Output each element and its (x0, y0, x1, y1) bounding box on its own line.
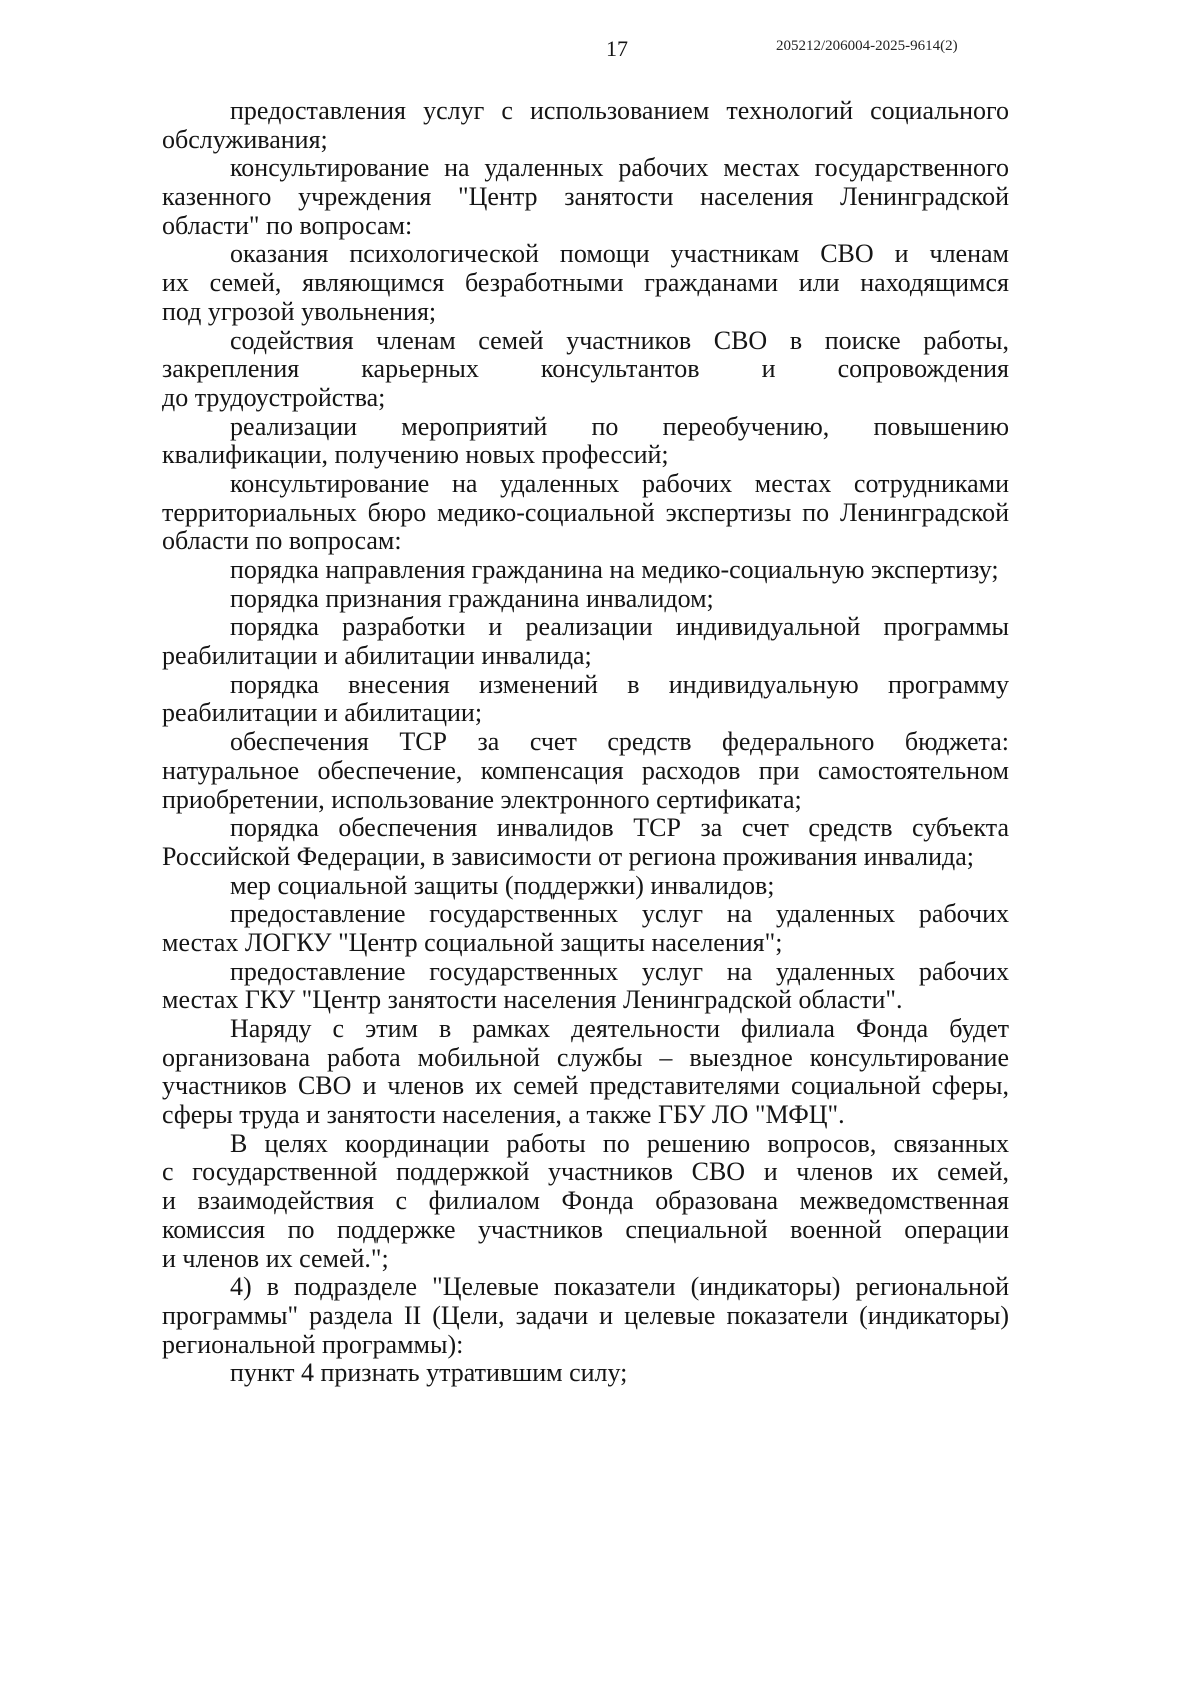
text-line: и взаимодействия с филиалом Фонда образована межведомственная (162, 1186, 1009, 1216)
text-line: пункт 4 признать утратившим силу; (230, 1358, 628, 1388)
page-number: 17 (606, 36, 628, 61)
text-line: местах ГКУ "Центр занятости населения Ленинградской области". (162, 985, 903, 1015)
paragraph (162, 413, 1009, 470)
paragraph (162, 240, 1009, 326)
text-line: их семей, являющимся безработными гражданами или находящимся (162, 268, 1009, 298)
text-line: и членов их семей."; (162, 1243, 389, 1273)
paragraph (162, 1015, 1009, 1130)
text-line: обеспечения ТСР за счет средств федерального бюджета: (230, 727, 1009, 757)
text-line: консультирование на удаленных рабочих местах государственного (230, 153, 1009, 183)
text-line: под угрозой увольнения; (162, 296, 437, 326)
text-line: участников СВО и членов их семей представителями социальной сферы, (162, 1071, 1009, 1101)
text-line: предоставления услуг с использованием технологий социального (230, 96, 1009, 125)
paragraph (162, 556, 1009, 585)
text-line: порядка внесения изменений в индивидуальную программу (230, 669, 1009, 699)
text-line: порядка признания гражданина инвалидом; (230, 583, 714, 613)
paragraph (162, 728, 1009, 814)
text-line: предоставление государственных услуг на удаленных рабочих (230, 956, 1009, 986)
document-body (162, 97, 1009, 1388)
text-line: закрепления карьерных консультантов и сопровождения (162, 354, 1009, 384)
text-line: порядка направления гражданина на медико-социальную экспертизу; (230, 555, 999, 584)
text-line: В целях координации работы по решению вопросов, связанных (230, 1128, 1009, 1158)
text-line: области по вопросам: (162, 526, 402, 556)
paragraph (162, 671, 1009, 728)
text-line: содействия членам семей участников СВО в поиске работы, (230, 325, 1009, 355)
text-line: Российской Федерации, в зависимости от региона проживания инвалида; (162, 841, 974, 871)
text-line: региональной программы): (162, 1329, 464, 1359)
text-line: натуральное обеспечение, компенсация расходов при самостоятельном (162, 755, 1009, 785)
text-line: реабилитации и абилитации инвалида; (162, 641, 592, 671)
text-line: казенного учреждения "Центр занятости населения Ленинградской (162, 182, 1009, 212)
paragraph (162, 1359, 1009, 1388)
paragraph (162, 872, 1009, 901)
paragraph (162, 470, 1009, 556)
text-line: до трудоустройства; (162, 382, 386, 412)
paragraph (162, 327, 1009, 413)
text-line: порядка разработки и реализации индивидуальной программы (230, 612, 1009, 642)
text-line: Наряду с этим в рамках деятельности филиала Фонда будет (230, 1014, 1009, 1043)
text-line: обслуживания; (162, 124, 328, 154)
text-line: сферы труда и занятости населения, а также ГБУ ЛО "МФЦ". (162, 1100, 845, 1130)
paragraph (162, 585, 1009, 614)
text-line: квалификации, получению новых профессий; (162, 440, 669, 470)
text-line: с государственной поддержкой участников СВО и членов их семей, (162, 1157, 1009, 1187)
text-line: программы" раздела II (Цели, задачи и целевые показатели (индикаторы) (162, 1300, 1009, 1330)
text-line: порядка обеспечения инвалидов ТСР за счет средств субъекта (230, 813, 1009, 843)
text-line: оказания психологической помощи участникам СВО и членам (230, 239, 1009, 269)
paragraph (162, 1273, 1009, 1359)
text-line: предоставление государственных услуг на удаленных рабочих (230, 899, 1009, 929)
text-line: области" по вопросам: (162, 210, 413, 240)
paragraph (162, 958, 1009, 1015)
paragraph (162, 97, 1009, 154)
text-line: реализации мероприятий по переобучению, повышению (230, 411, 1009, 441)
text-line: реабилитации и абилитации; (162, 698, 483, 728)
text-line: мер социальной защиты (поддержки) инвалидов; (230, 870, 775, 900)
text-line: консультирование на удаленных рабочих местах сотрудниками (230, 468, 1009, 498)
paragraph (162, 154, 1009, 240)
text-line: комиссия по поддержке участников специальной военной операции (162, 1214, 1009, 1244)
text-line: 4) в подразделе "Целевые показатели (индикаторы) региональной (230, 1272, 1009, 1302)
text-line: местах ЛОГКУ "Центр социальной защиты населения"; (162, 927, 783, 957)
text-line: приобретении, использование электронного сертификата; (162, 784, 802, 814)
paragraph (162, 1130, 1009, 1273)
text-line: организована работа мобильной службы – выездное консультирование (162, 1042, 1009, 1072)
paragraph (162, 814, 1009, 871)
paragraph (162, 900, 1009, 957)
paragraph (162, 613, 1009, 670)
text-line: территориальных бюро медико-социальной экспертизы по Ленинградской (162, 497, 1009, 527)
document-id: 205212/206004-2025-9614(2) (776, 38, 958, 54)
